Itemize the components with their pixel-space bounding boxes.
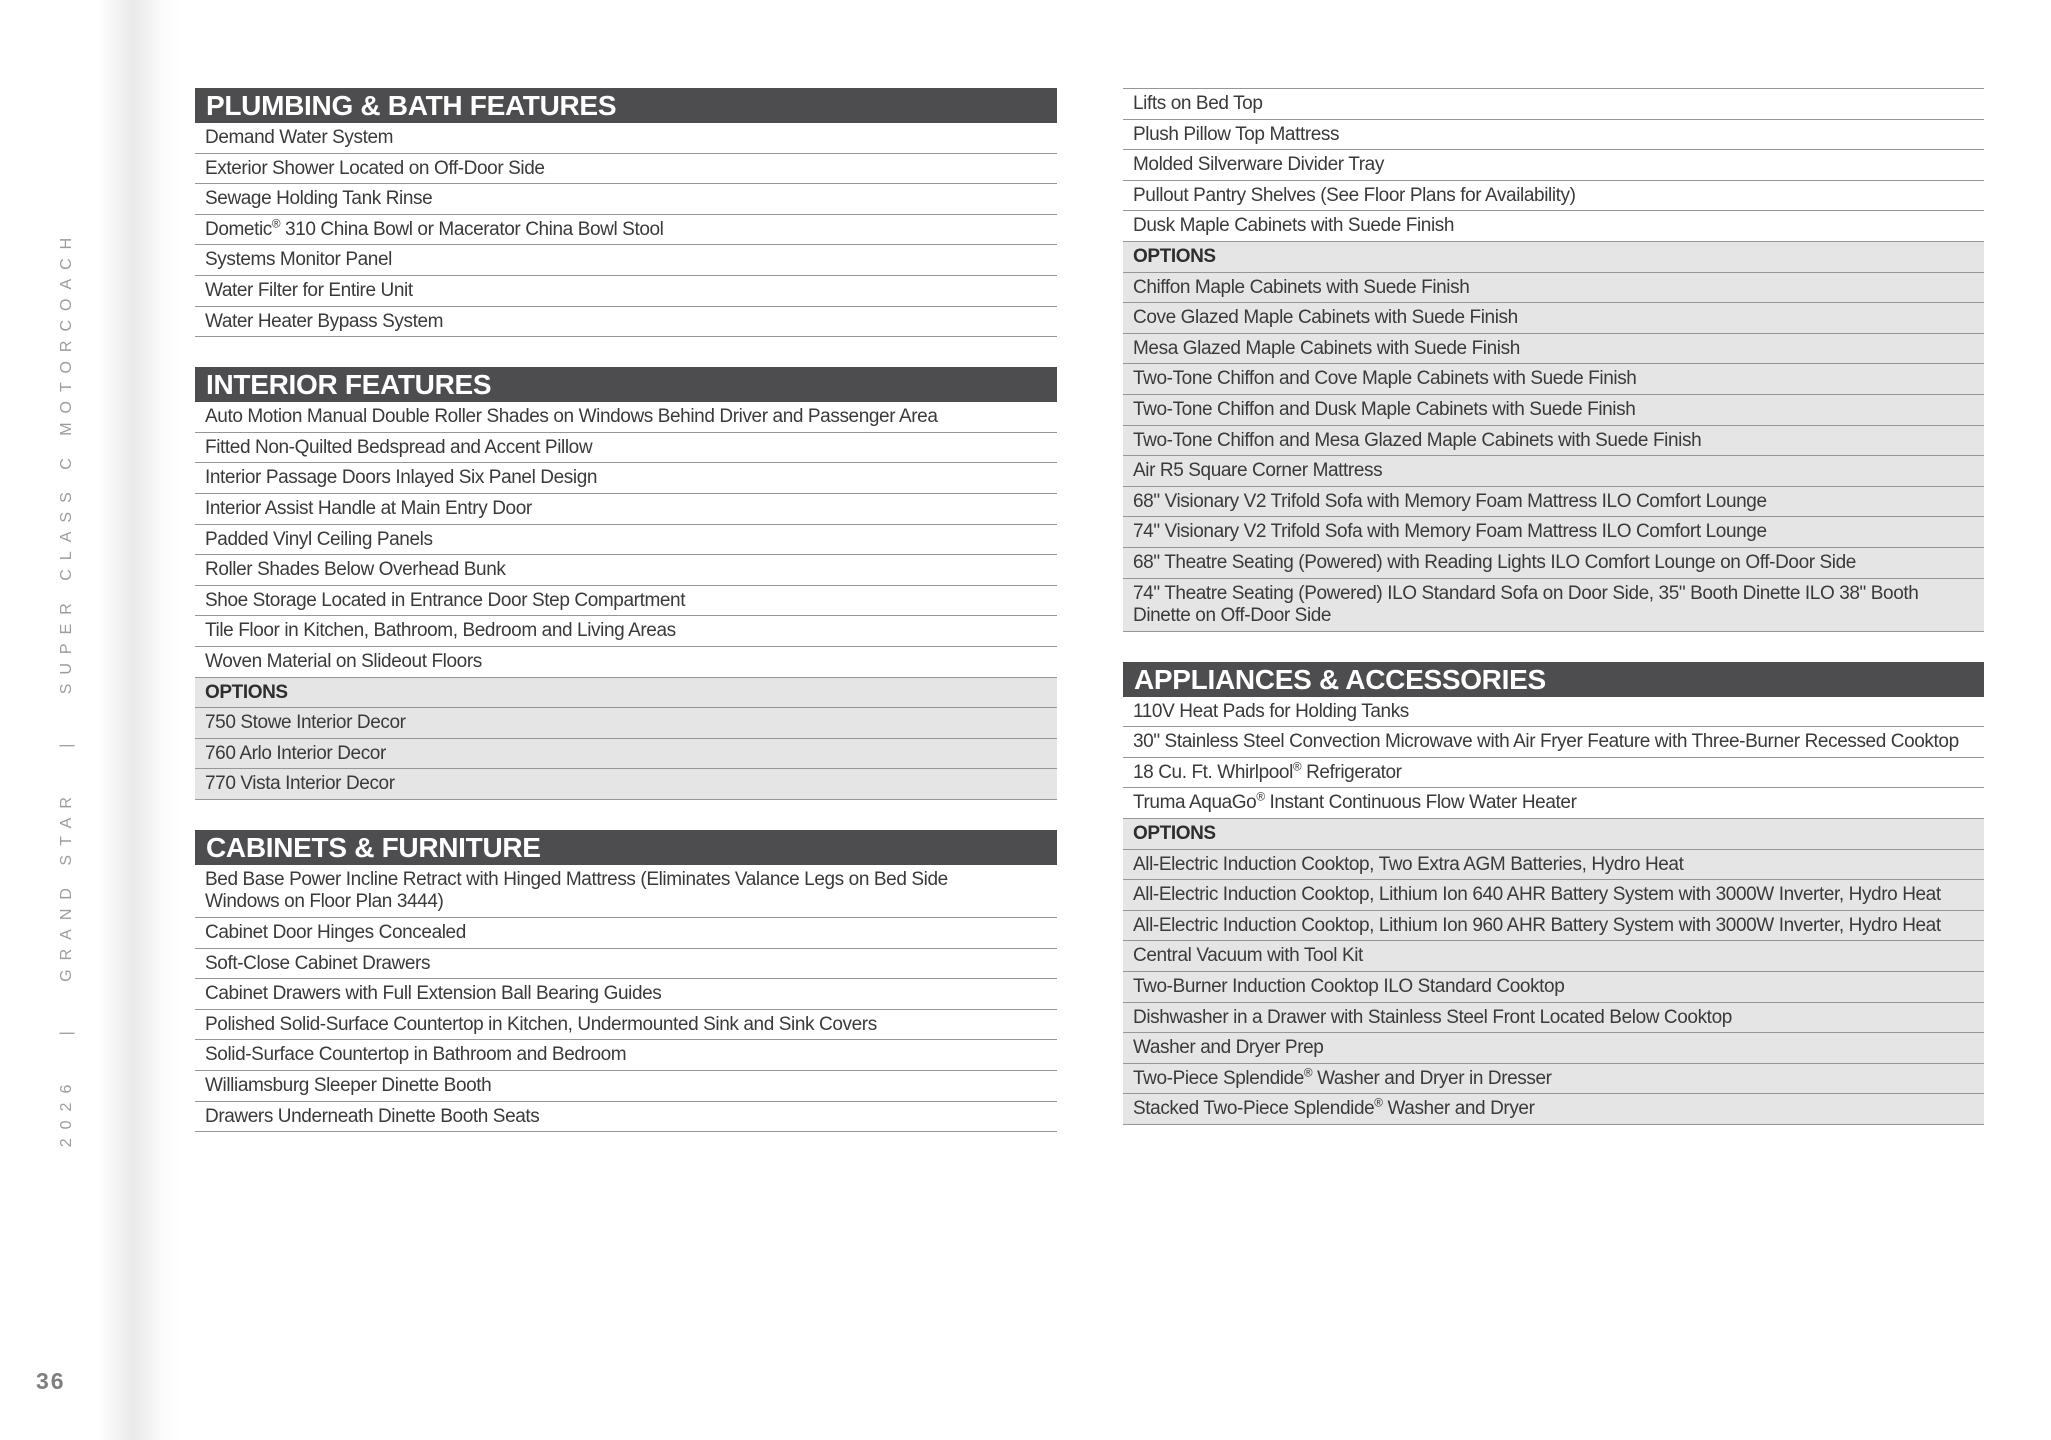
option-row: Two-Piece Splendide® Washer and Dryer in Dresser xyxy=(1123,1064,1984,1095)
feature-row: Sewage Holding Tank Rinse xyxy=(195,184,1057,215)
content-column-right xyxy=(1123,88,1984,1125)
feature-section xyxy=(1123,88,1984,632)
feature-section xyxy=(1123,662,1984,1125)
option-row: 68" Theatre Seating (Powered) with Reading Lights ILO Comfort Lounge on Off-Door Side xyxy=(1123,548,1984,579)
option-row: Two-Tone Chiffon and Mesa Glazed Maple Cabinets with Suede Finish xyxy=(1123,426,1984,457)
feature-section xyxy=(195,830,1057,1132)
feature-row: Solid-Surface Countertop in Bathroom and Bedroom xyxy=(195,1040,1057,1071)
feature-row: Interior Assist Handle at Main Entry Door xyxy=(195,494,1057,525)
page-number: 36 xyxy=(36,1368,66,1394)
option-row: Stacked Two-Piece Splendide® Washer and Dryer xyxy=(1123,1094,1984,1125)
feature-row: Exterior Shower Located on Off-Door Side xyxy=(195,154,1057,185)
feature-row: Lifts on Bed Top xyxy=(1123,89,1984,120)
feature-row: Dusk Maple Cabinets with Suede Finish xyxy=(1123,211,1984,242)
feature-row: Water Heater Bypass System xyxy=(195,307,1057,338)
feature-row: Demand Water System xyxy=(195,123,1057,154)
option-row: Dishwasher in a Drawer with Stainless Steel Front Located Below Cooktop xyxy=(1123,1003,1984,1034)
option-row: Mesa Glazed Maple Cabinets with Suede Finish xyxy=(1123,334,1984,365)
option-row: 760 Arlo Interior Decor xyxy=(195,739,1057,770)
option-row: Washer and Dryer Prep xyxy=(1123,1033,1984,1064)
section-header: CABINETS & FURNITURE xyxy=(195,830,1057,865)
option-row: Cove Glazed Maple Cabinets with Suede Finish xyxy=(1123,303,1984,334)
section-header: PLUMBING & BATH FEATURES xyxy=(195,88,1057,123)
feature-row: 110V Heat Pads for Holding Tanks xyxy=(1123,697,1984,728)
feature-row: Tile Floor in Kitchen, Bathroom, Bedroom and Living Areas xyxy=(195,616,1057,647)
option-row: Two-Burner Induction Cooktop ILO Standard Cooktop xyxy=(1123,972,1984,1003)
section-header: INTERIOR FEATURES xyxy=(195,367,1057,402)
feature-row: Fitted Non-Quilted Bedspread and Accent Pillow xyxy=(195,433,1057,464)
feature-row: Auto Motion Manual Double Roller Shades on Windows Behind Driver and Passenger Area xyxy=(195,402,1057,433)
feature-row: Bed Base Power Incline Retract with Hinged Mattress (Eliminates Valance Legs on Bed Side Windows on Floor Plan 3444) xyxy=(195,865,1057,918)
options-subheader: OPTIONS xyxy=(1123,819,1984,850)
options-subheader: OPTIONS xyxy=(1123,242,1984,273)
option-row: Air R5 Square Corner Mattress xyxy=(1123,456,1984,487)
option-row: All-Electric Induction Cooktop, Two Extra AGM Batteries, Hydro Heat xyxy=(1123,850,1984,881)
feature-row: 30" Stainless Steel Convection Microwave with Air Fryer Feature with Three-Burner Recessed Cooktop xyxy=(1123,727,1984,758)
option-row: Two-Tone Chiffon and Dusk Maple Cabinets with Suede Finish xyxy=(1123,395,1984,426)
option-row: Central Vacuum with Tool Kit xyxy=(1123,941,1984,972)
option-row: 74" Visionary V2 Trifold Sofa with Memory Foam Mattress ILO Comfort Lounge xyxy=(1123,517,1984,548)
feature-row: Cabinet Door Hinges Concealed xyxy=(195,918,1057,949)
feature-row: Cabinet Drawers with Full Extension Ball Bearing Guides xyxy=(195,979,1057,1010)
feature-section xyxy=(195,367,1057,800)
feature-row: Polished Solid-Surface Countertop in Kitchen, Undermounted Sink and Sink Covers xyxy=(195,1010,1057,1041)
page-gutter-shadow xyxy=(98,0,182,1440)
option-row: 68" Visionary V2 Trifold Sofa with Memory Foam Mattress ILO Comfort Lounge xyxy=(1123,487,1984,518)
feature-row: Woven Material on Slideout Floors xyxy=(195,647,1057,678)
feature-row: Systems Monitor Panel xyxy=(195,245,1057,276)
feature-row: Plush Pillow Top Mattress xyxy=(1123,120,1984,151)
feature-row: 18 Cu. Ft. Whirlpool® Refrigerator xyxy=(1123,758,1984,789)
feature-row: Pullout Pantry Shelves (See Floor Plans for Availability) xyxy=(1123,181,1984,212)
option-row: All-Electric Induction Cooktop, Lithium Ion 640 AHR Battery System with 3000W Inverter, Hydro Heat xyxy=(1123,880,1984,911)
option-row: 74" Theatre Seating (Powered) ILO Standard Sofa on Door Side, 35" Booth Dinette ILO 38" Booth Dinette on Off-Door Side xyxy=(1123,579,1984,632)
feature-row: Dometic® 310 China Bowl or Macerator China Bowl Stool xyxy=(195,215,1057,246)
feature-section xyxy=(195,88,1057,337)
feature-row: Williamsburg Sleeper Dinette Booth xyxy=(195,1071,1057,1102)
option-row: 750 Stowe Interior Decor xyxy=(195,708,1057,739)
section-header: APPLIANCES & ACCESSORIES xyxy=(1123,662,1984,697)
feature-row: Interior Passage Doors Inlayed Six Panel Design xyxy=(195,463,1057,494)
option-row: 770 Vista Interior Decor xyxy=(195,769,1057,800)
feature-row: Water Filter for Entire Unit xyxy=(195,276,1057,307)
sidebar-vertical-label: 2026 | GRAND STAR | SUPER CLASS C MOTORCOACH xyxy=(58,228,75,1148)
feature-row: Padded Vinyl Ceiling Panels xyxy=(195,525,1057,556)
feature-row: Drawers Underneath Dinette Booth Seats xyxy=(195,1102,1057,1133)
option-row: Two-Tone Chiffon and Cove Maple Cabinets with Suede Finish xyxy=(1123,364,1984,395)
feature-row: Truma AquaGo® Instant Continuous Flow Water Heater xyxy=(1123,788,1984,819)
feature-row: Soft-Close Cabinet Drawers xyxy=(195,949,1057,980)
feature-row: Roller Shades Below Overhead Bunk xyxy=(195,555,1057,586)
option-row: Chiffon Maple Cabinets with Suede Finish xyxy=(1123,273,1984,304)
feature-row: Molded Silverware Divider Tray xyxy=(1123,150,1984,181)
feature-row: Shoe Storage Located in Entrance Door Step Compartment xyxy=(195,586,1057,617)
option-row: All-Electric Induction Cooktop, Lithium Ion 960 AHR Battery System with 3000W Inverter, Hydro Heat xyxy=(1123,911,1984,942)
options-subheader: OPTIONS xyxy=(195,678,1057,709)
content-column-left xyxy=(195,88,1057,1132)
